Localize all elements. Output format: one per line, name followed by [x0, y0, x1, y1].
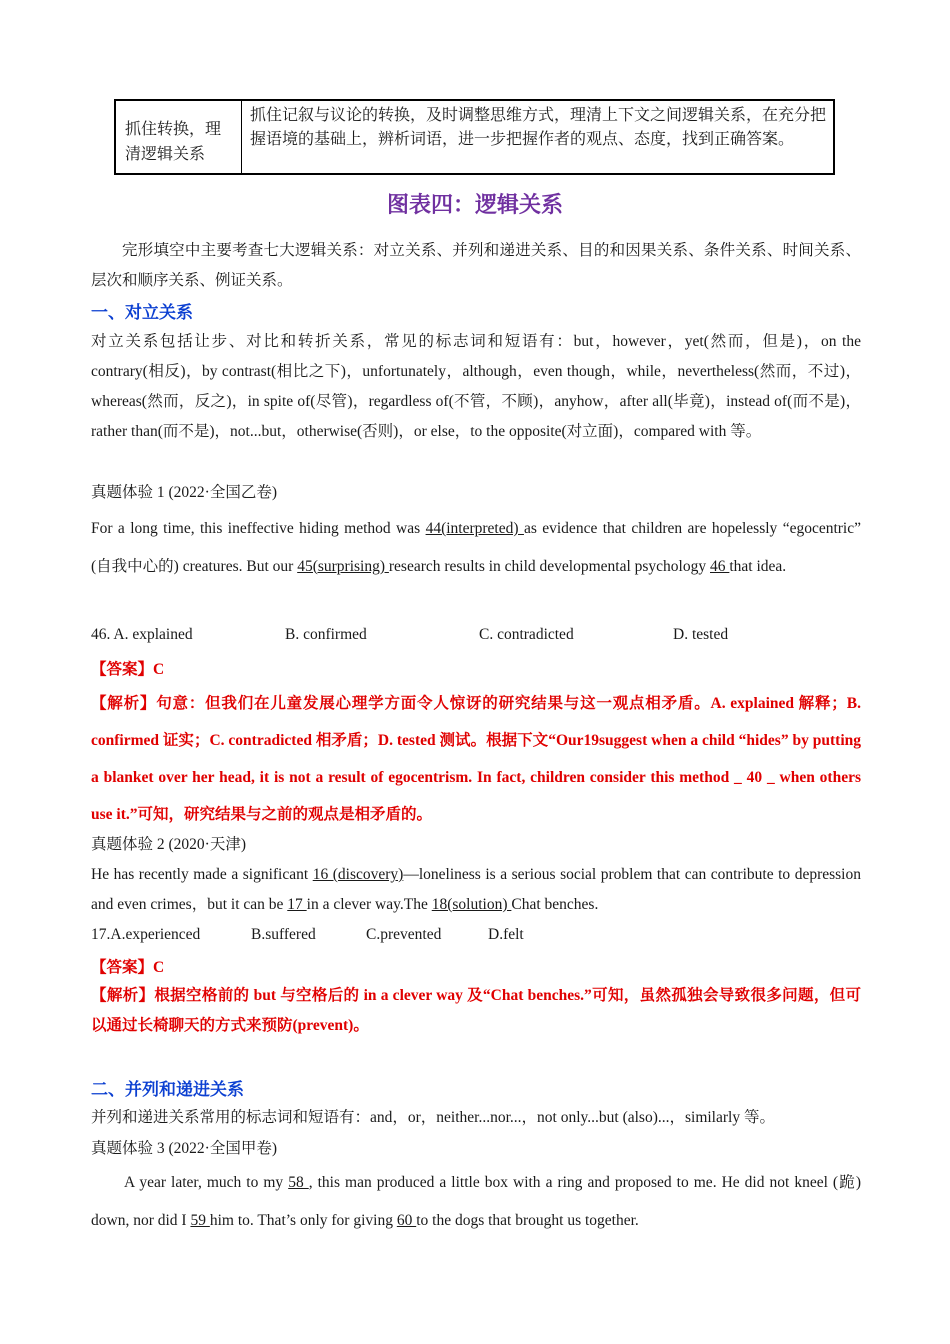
example-2-analysis: 【解析】根据空格前的 but 与空格后的 in a clever way 及“Chat benches.”可知，虽然孤独会导致很多问题，但可以通过长椅聊天的方式来预防(prevent)。: [91, 987, 861, 1034]
example-1-options: [91, 626, 861, 644]
passage-text: He has recently made a significant: [91, 866, 313, 883]
option-d: D. tested: [673, 626, 729, 643]
example-2-label: 真题体验 2 (2020·天津): [91, 836, 246, 853]
option-b: B. confirmed: [285, 626, 367, 643]
passage-text: in a clever way.The: [306, 896, 432, 913]
option-a: 17.A.experienced: [91, 926, 201, 943]
intro-paragraph: 完形填空中主要考查七大逻辑关系：对立关系、并列和递进关系、目的和因果关系、条件关系、时间关系、层次和顺序关系、例证关系。: [91, 242, 861, 289]
blank-18: 18(solution): [431, 896, 512, 913]
strategy-table: [114, 99, 835, 175]
passage-text: A year later, much to my: [124, 1174, 289, 1191]
option-b: B.suffered: [251, 926, 316, 943]
example-2-options: [91, 926, 861, 944]
example-1-label: 真题体验 1 (2022·全国乙卷): [91, 484, 277, 501]
passage-text: to the dogs that brought us together.: [416, 1212, 639, 1229]
passage-text: as evidence that children are hopelessly “egocentric” (自我中心的) creatures. But our: [91, 520, 861, 575]
table-cell-strategy: 抓住转换，理清逻辑关系: [116, 101, 242, 173]
passage-text: —loneliness is a serious social problem that can contribute to depression and even crimes，but it can be: [91, 866, 861, 913]
example-1-passage: [91, 510, 861, 585]
passage-text: that idea.: [729, 557, 787, 575]
section-1-description: 对立关系包括让步、对比和转折关系，常见的标志词和短语有：but，however，yet(然而，但是)，on the contrary(相反)，by contrast(相比之下)，unfortunately，although，even though，while，nevertheless(然而，不过)，whereas(然而，反之)，in spite of(尽管)，regardless of(不管，不顾)，anyhow，after all(毕竟)，instead of(而不是)，rather than(而不是)，not...but，otherwise(否则)，or else，to the opposite(对立面)，compared with 等。: [91, 333, 861, 440]
section-heading-1: 一、对立关系: [91, 303, 193, 323]
blank-44: 44(interpreted): [425, 520, 524, 537]
blank-17: 17: [287, 896, 307, 913]
passage-text: research results in child developmental psychology: [388, 557, 710, 575]
passage-text: For a long time, this ineffective hiding method was: [91, 520, 426, 537]
example-1-answer: 【答案】C: [91, 661, 165, 678]
example-2-answer: 【答案】C: [91, 959, 165, 976]
option-c: C. contradicted: [479, 626, 574, 643]
blank-46: 46: [710, 557, 730, 575]
passage-text: Chat benches.: [511, 896, 599, 913]
blank-16: 16 (discovery): [312, 866, 404, 883]
section-2-description: 并列和递进关系常用的标志词和短语有：and，or，neither...nor...，not only...but (also)...，similarly 等。: [91, 1109, 775, 1126]
option-c: C.prevented: [366, 926, 442, 943]
example-3-label: 真题体验 3 (2022·全国甲卷): [91, 1140, 277, 1157]
option-a: 46. A. explained: [91, 626, 193, 643]
section-heading-2: 二、并列和递进关系: [91, 1080, 244, 1100]
example-3-passage: [91, 1164, 861, 1240]
passage-text: , this man produced a little box with a ring and proposed to me. He did not kneel (跪) down, nor did I: [91, 1174, 861, 1229]
example-1-analysis: 【解析】句意：但我们在儿童发展心理学方面令人惊讶的研究结果与这一观点相矛盾。A. explained 解释；B. confirmed 证实；C. contradicted 相矛盾；D. tested 测试。根据下文“Our19suggest when a child “hides” by putting a blanket over her head, it is not a result of egocentrism. In fact, children consider this method _ 40 _ when others use it.”可知，研究结果与之前的观点是相矛盾的。: [91, 695, 861, 823]
page-title: 图表四：逻辑关系: [386, 193, 563, 218]
passage-text: him to. That’s only for giving: [209, 1212, 397, 1229]
example-2-passage: [91, 860, 861, 920]
option-d: D.felt: [488, 926, 524, 943]
blank-58: 58: [288, 1174, 309, 1191]
blank-59: 59: [190, 1212, 210, 1229]
blank-45: 45(surprising): [297, 557, 389, 575]
table-cell-description: 抓住记叙与议论的转换，及时调整思维方式，理清上下文之间逻辑关系，在充分把握语境的基础上，辨析词语，进一步把握作者的观点、态度，找到正确答案。: [250, 107, 827, 148]
blank-60: 60: [396, 1212, 417, 1229]
